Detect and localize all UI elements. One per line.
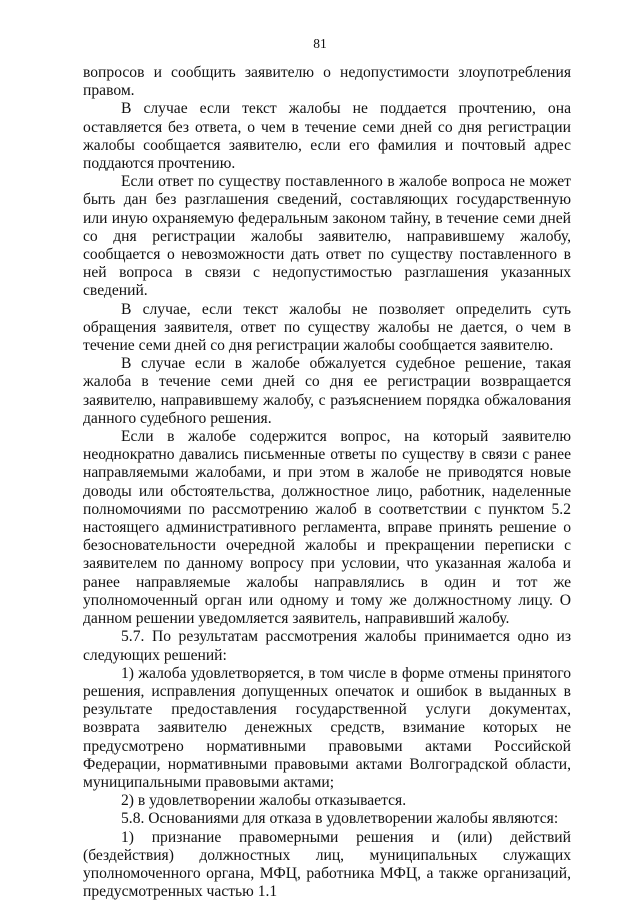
page-number: 81 [313, 36, 327, 51]
paragraph-section-5-8: 5.8. Основаниями для отказа в удовлетворении жалобы являются: [121, 810, 559, 828]
paragraph-court-decision: В случае если в жалобе обжалуется судебное решение, такая жалоба в течение семи дней со дня ее регистрации возвращается заявителю, направившему жалобу, с разъяснением порядка обжалования данного судебного решения. [83, 355, 571, 427]
paragraph-unreadable-complaint: В случае если текст жалобы не поддается прочтению, она оставляется без ответа, о чем в течение семи дней со дня регистрации жалобы сообщается заявителю, если его фамилия и почтовый адрес поддаются прочтению. [83, 100, 571, 173]
paragraph-section-5-7: 5.7. По результатам рассмотрения жалобы принимается одно из следующих решений: [83, 628, 571, 664]
document-body [83, 64, 571, 901]
paragraph-undeterminable-essence: В случае, если текст жалобы не позволяет определить суть обращения заявителя, ответ по существу жалобы не дается, о чем в течение семи дней со дня регистрации жалобы сообщается заявителю. [83, 300, 571, 355]
paragraph-decision-refused: 2) в удовлетворении жалобы отказывается. [121, 792, 407, 810]
paragraph-refusal-ground-1: 1) признание правомерными решения и (или) действий (бездействия) должностных лиц, муниципальных служащих уполномоченного органа, МФЦ, работника МФЦ, а также организаций, предусмотренных частью 1.1 [83, 828, 571, 901]
paragraph-repeated-complaint: Если в жалобе содержится вопрос, на который заявителю неоднократно давались письменные ответы по существу в связи с ранее направляемыми жалобами, и при этом в жалобе не приводятся новые доводы или обстоятельства, должностное лицо, работник, наделенные полномочиями по рассмотрению жалоб в соответствии с пунктом 5.2 настоящего административного регламента, вправе принять решение о безосновательности очередной жалобы и прекращении переписки с заявителем по данному вопросу при условии, что указанная жалоба и ранее направляемые жалобы направлялись в один и тот же уполномоченный орган или одному и тому же должностному лицу. О данном решении уведомляется заявитель, направивший жалобу. [83, 428, 571, 628]
paragraph-state-secret: Если ответ по существу поставленного в жалобе вопроса не может быть дан без разглашения сведений, составляющих государственную или иную охраняемую федеральным законом тайну, в течение семи дней со дня регистрации жалобы заявителю, направившему жалобу, сообщается о невозможности дать ответ по существу поставленного в ней вопроса в связи с недопустимостью разглашения указанных сведений. [83, 173, 571, 300]
paragraph-continuation: вопросов и сообщить заявителю о недопустимости злоупотребления правом. [83, 64, 571, 100]
paragraph-decision-satisfied: 1) жалоба удовлетворяется, в том числе в форме отмены принятого решения, исправления допущенных опечаток и ошибок в выданных в результате предоставления государственной услуги документах, возврата заявителю денежных средств, взимание которых не предусмотрено нормативными правовыми актами Российской Федерации, нормативными правовыми актами Волгоградской области, муниципальными правовыми актами; [83, 664, 571, 791]
